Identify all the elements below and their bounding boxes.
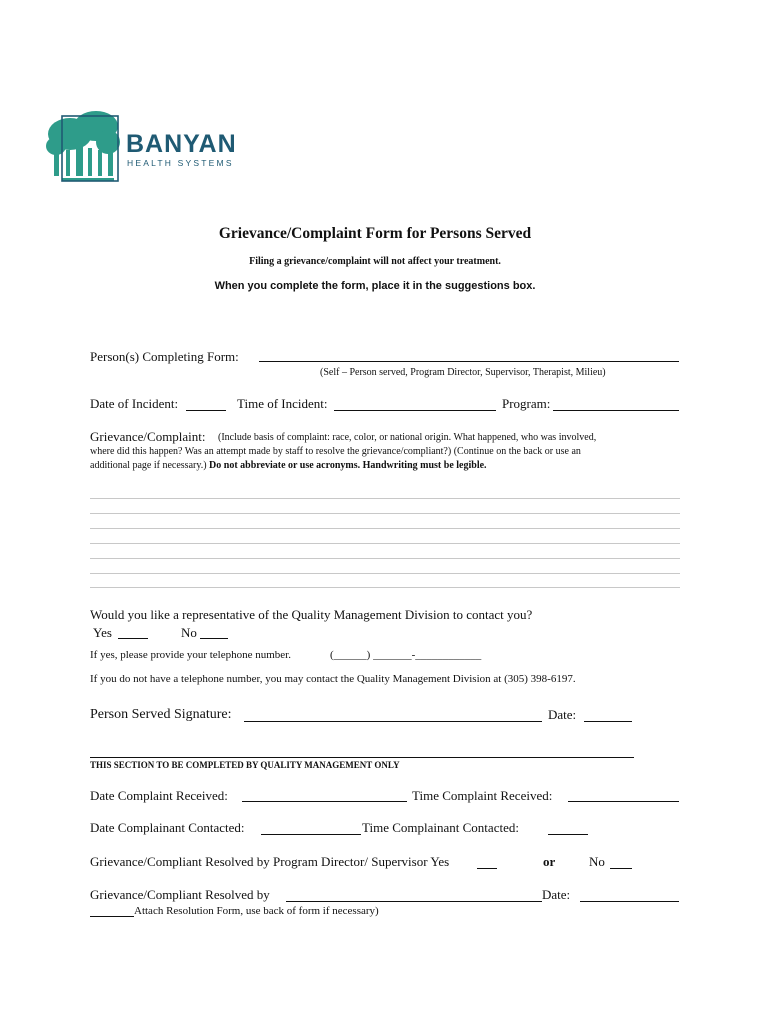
yes-label: Yes <box>93 625 112 640</box>
grievance-hint-line3 <box>90 460 487 471</box>
grievance-line[interactable] <box>90 513 680 514</box>
resolved-no-field[interactable] <box>610 868 632 869</box>
phone-prompt: If yes, please provide your telephone number. <box>90 649 291 661</box>
signature-label: Person Served Signature: <box>90 707 232 722</box>
resolved-by-label: Grievance/Compliant Resolved by <box>90 887 270 902</box>
program-field[interactable] <box>553 410 679 411</box>
grievance-line[interactable] <box>90 573 680 574</box>
grievance-hint-line2: where did this happen? Was an attempt made by staff to resolve the grievance/compliant?) (Continue on the back or use an <box>90 446 581 457</box>
time-received-field[interactable] <box>568 801 679 802</box>
form-title: Grievance/Complaint Form for Persons Served <box>218 225 532 242</box>
brand-name: BANYAN <box>126 130 237 158</box>
program-label: Program: <box>502 396 551 411</box>
banyan-logo <box>46 108 246 184</box>
or-label: or <box>543 854 556 869</box>
date-of-incident-label: Date of Incident: <box>90 396 179 411</box>
phone-field[interactable]: (______) _______-____________ <box>330 649 482 661</box>
date-contacted-field[interactable] <box>261 834 361 835</box>
signature-date-label: Date: <box>548 707 577 722</box>
grievance-line[interactable] <box>90 543 680 544</box>
persons-completing-field[interactable] <box>259 361 679 362</box>
brand-tagline: HEALTH SYSTEMS <box>127 158 234 168</box>
grievance-line[interactable] <box>90 558 680 559</box>
persons-completing-label: Person(s) Completing Form: <box>90 349 239 364</box>
date-received-label: Date Complaint Received: <box>90 788 228 803</box>
grievance-hint-plain: additional page if necessary.) <box>90 460 207 471</box>
no-phone-note: If you do not have a telephone number, you may contact the Quality Management Division at (305) 398-6197. <box>90 673 576 685</box>
yes-field[interactable] <box>118 638 148 639</box>
no-label: No <box>181 625 197 640</box>
form-subtitle: Filing a grievance/complaint will not affect your treatment. <box>249 256 501 267</box>
attach-resolution-field[interactable] <box>90 916 134 917</box>
persons-completing-hint: (Self – Person served, Program Director, Supervisor, Therapist, Milieu) <box>320 367 606 378</box>
time-contacted-field[interactable] <box>548 834 588 835</box>
signature-field[interactable] <box>244 721 542 722</box>
resolved-yes-field[interactable] <box>477 868 497 869</box>
qm-section-heading: THIS SECTION TO BE COMPLETED BY QUALITY MANAGEMENT ONLY <box>90 760 400 770</box>
grievance-line[interactable] <box>90 587 680 588</box>
time-of-incident-label: Time of Incident: <box>237 396 328 411</box>
form-instruction: When you complete the form, place it in the suggestions box. <box>214 280 536 292</box>
resolved-by-field[interactable] <box>286 901 542 902</box>
section-divider <box>90 757 634 758</box>
grievance-hint-line1: (Include basis of complaint: race, color, or national origin. What happened, who was involved, <box>218 432 597 443</box>
grievance-label: Grievance/Complaint: <box>90 429 206 444</box>
no-field[interactable] <box>200 638 228 639</box>
time-contacted-label: Time Complainant Contacted: <box>362 820 519 835</box>
attach-note: Attach Resolution Form, use back of form if necessary) <box>134 905 379 917</box>
signature-date-field[interactable] <box>584 721 632 722</box>
date-contacted-label: Date Complainant Contacted: <box>90 820 245 835</box>
resolved-no-label: No <box>589 854 605 869</box>
date-received-field[interactable] <box>242 801 407 802</box>
time-received-label: Time Complaint Received: <box>412 788 553 803</box>
grievance-line[interactable] <box>90 498 680 499</box>
date-of-incident-field[interactable] <box>186 410 226 411</box>
resolved-date-field[interactable] <box>580 901 679 902</box>
resolved-director-label: Grievance/Compliant Resolved by Program Director/ Supervisor Yes <box>90 854 450 869</box>
grievance-hint-bold: Do not abbreviate or use acronyms. Handwriting must be legible. <box>209 460 487 471</box>
resolved-date-label: Date: <box>542 887 571 902</box>
grievance-line[interactable] <box>90 528 680 529</box>
time-of-incident-field[interactable] <box>334 410 496 411</box>
contact-question: Would you like a representative of the Quality Management Division to contact you? <box>90 607 533 622</box>
